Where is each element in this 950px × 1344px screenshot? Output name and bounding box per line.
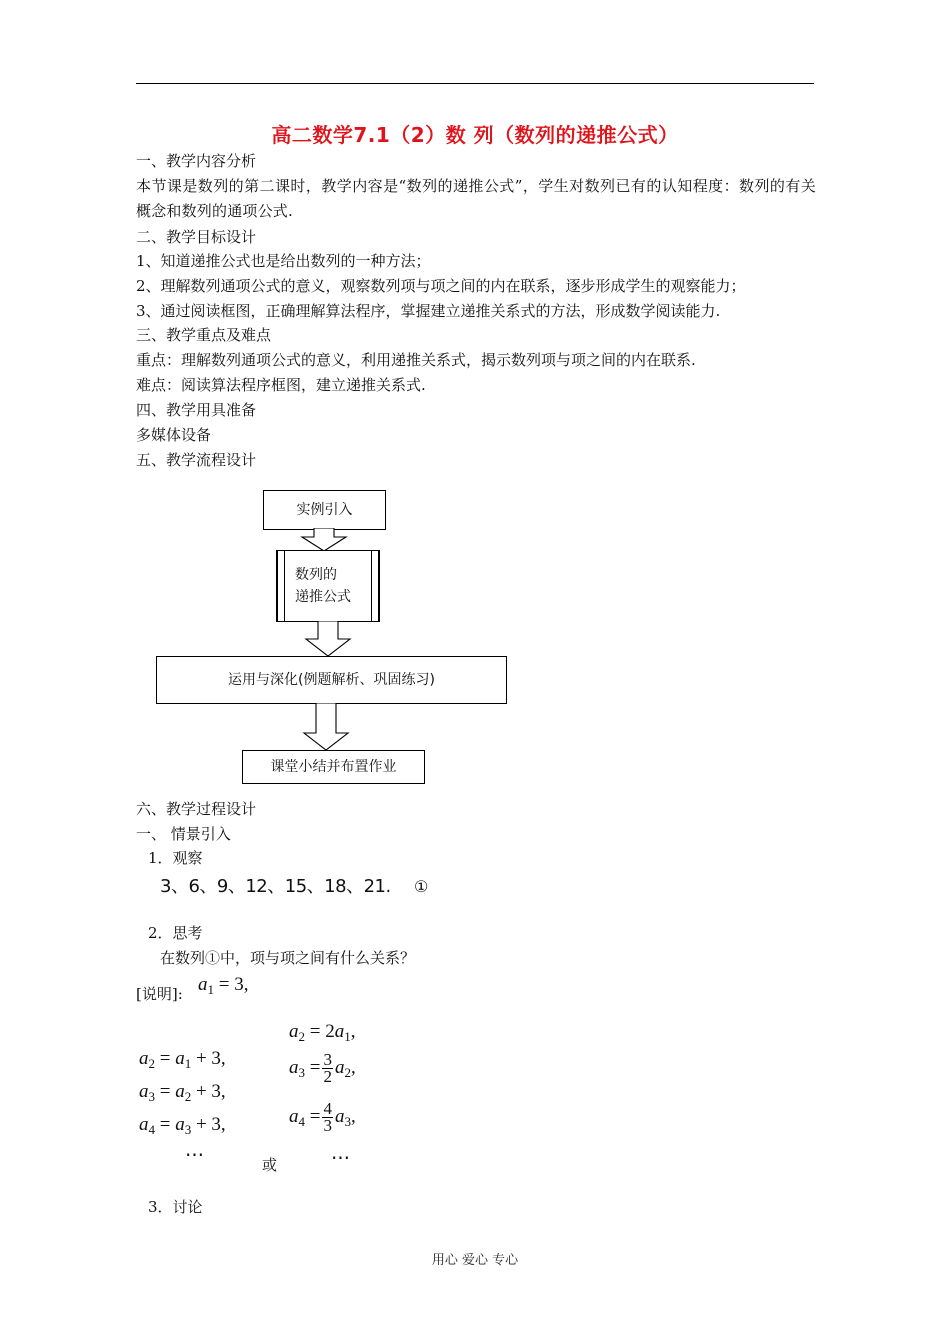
process-bar-right — [371, 550, 379, 622]
subsection-intro: 一、 情景引入 — [136, 825, 231, 843]
section-body-4: 多媒体设备 — [136, 426, 212, 444]
process-bar-left — [277, 550, 285, 622]
section-body-1: 本节课是数列的第二课时，教学内容是“数列的递推公式”，学生对数列已有的认知程度：数列的有关概念和数列的通项公式. — [136, 177, 816, 220]
step-discuss: 3．讨论 — [148, 1198, 203, 1216]
section-heading-4: 四、教学用具准备 — [136, 401, 257, 419]
flow-step-intro-label: 实例引入 — [296, 502, 353, 518]
objective-item-1: 1、知道递推公式也是给出数列的一种方法； — [136, 252, 431, 270]
formula-left-3: $a_4 = a_3 + 3$, — [139, 1114, 226, 1137]
flow-step-recursive — [276, 550, 380, 622]
key-point: 重点：理解数列通项公式的意义，利用递推关系式，揭示数列项与项之间的内在联系. — [136, 351, 696, 369]
formula-left-2: $a_3 = a_2 + 3$, — [139, 1081, 226, 1104]
flow-step-summary — [242, 750, 425, 784]
section-heading-6: 六、教学过程设计 — [136, 800, 257, 818]
ellipsis-right: ⋯ — [331, 1148, 350, 1169]
header-rule — [136, 83, 814, 84]
section-heading-1: 一、教学内容分析 — [136, 152, 257, 170]
objective-item-3: 3、通过阅读框图，正确理解算法程序，掌握建立递推关系式的方法，形成数学阅读能力. — [136, 302, 721, 320]
step-observe: 1．观察 — [148, 849, 203, 867]
flow-step-recursive-line1: 数列的 — [295, 567, 337, 583]
objective-item-2: 2、理解数列通项公式的意义，观察数列项与项之间的内在联系，逐步形成学生的观察能力； — [136, 277, 746, 295]
flow-step-practice-label: 运用与深化(例题解析、巩固练习) — [228, 672, 435, 688]
section-heading-5: 五、教学流程设计 — [136, 451, 257, 469]
page-footer: 用心 爱心 专心 — [431, 1253, 519, 1268]
document-title: 高二数学7.1（2）数 列（数列的递推公式） — [271, 123, 679, 147]
formula-a1-value: 3, — [234, 974, 249, 995]
step-think: 2．思考 — [148, 924, 203, 942]
down-arrow-icon — [298, 703, 358, 751]
or-word: 或 — [262, 1156, 278, 1174]
down-arrow-icon — [300, 621, 360, 657]
formula-right-2: $a_3$ = $\frac{3}{2}$ $a_2$, — [289, 1050, 356, 1086]
explain-label: [说明]: — [136, 985, 183, 1003]
difficulty-point: 难点：阅读算法程序框图，建立递推关系式. — [136, 376, 426, 394]
formula-right-1: $a_2 = 2a_1$, — [289, 1021, 356, 1044]
flow-step-summary-label: 课堂小结并布置作业 — [270, 759, 397, 775]
section-heading-2: 二、教学目标设计 — [136, 228, 257, 246]
flow-step-recursive-line2: 递推公式 — [295, 589, 351, 605]
section-heading-3: 三、教学重点及难点 — [136, 326, 272, 344]
formula-left-1: $a_2 = a_1 + 3$, — [139, 1048, 226, 1071]
ellipsis-left: ⋯ — [185, 1145, 204, 1166]
flow-step-intro — [263, 490, 386, 530]
flow-step-practice — [156, 656, 507, 704]
sequence-marker: ① — [414, 877, 429, 896]
formula-a1: $a_1 = 3$, — [198, 974, 249, 997]
number-sequence: 3、6、9、12、15、18、21. — [160, 876, 391, 897]
formula-right-3: $a_4$ = $\frac{4}{3}$ $a_3$, — [289, 1099, 356, 1135]
down-arrow-icon — [295, 528, 355, 552]
question-text: 在数列①中，项与项之间有什么关系？ — [160, 949, 416, 967]
